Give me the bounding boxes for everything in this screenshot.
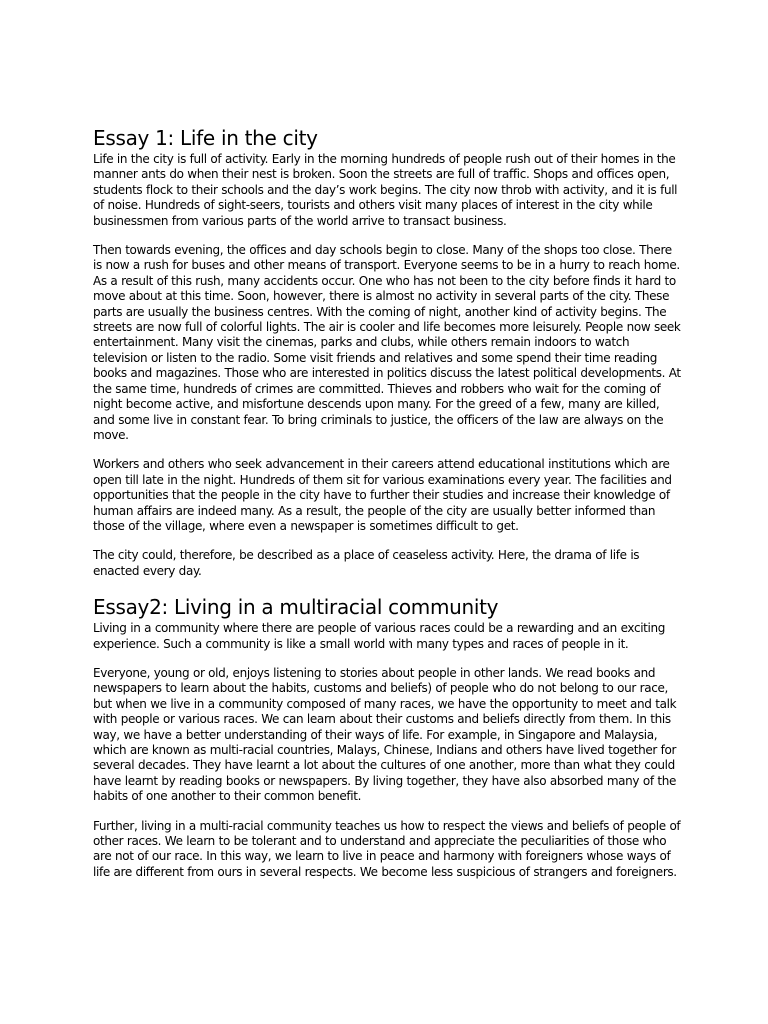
paragraph: Life in the city is full of activity. Early in the morning hundreds of people rush out of their homes in the manner ants do when their nest is broken. Soon the streets are full of traffic. Shops and offices open, students flock to their schools and the day’s work begins. The city now throb with activity, and it is full of noise. Hundreds of sight-seers, tourists and others visit many places of interest in the city while businessmen from various parts of the world arrive to transact business. [93,152,678,228]
essay-1 [93,126,683,579]
essay-2 [93,595,683,880]
paragraph: The city could, therefore, be described as a place of ceaseless activity. Here, the drama of life is enacted every day. [93,548,640,578]
paragraph: Further, living in a multi-racial community teaches us how to respect the views and beliefs of people of other races. We learn to be tolerant and to understand and appreciate the peculiarities of those who are not of our race. In this way, we learn to live in peace and harmony with foreigners whose ways of life are different from ours in several respects. We become less suspicious of strangers and foreigners. [93,818,681,879]
essay-title: Essay2: Living in a multiracial community [93,595,499,620]
document-page [93,126,683,896]
paragraph: Then towards evening, the offices and day schools begin to close. Many of the shops too close. There is now a rush for buses and other means of transport. Everyone seems to be in a hurry to reach home. As a result of this rush, many accidents occur. One who has not been to the city before finds it hard to move about at this time. Soon, however, there is almost no activity in several parts of the city. These parts are usually the business centres. With the coming of night, another kind of activity begins. The streets are now full of colorful lights. The air is cooler and life becomes more leisurely. People now seek entertainment. Many visit the cinemas, parks and clubs, while others remain indoors to watch television or listen to the radio. Some visit friends and relatives and some spend their time reading books and magazines. Those who are interested in politics discuss the latest political developments. At the same time, hundreds of crimes are committed. Thieves and robbers who wait for the coming of night become active, and misfortune descends upon many. For the greed of a few, many are killed, and some live in constant fear. To bring criminals to justice, the officers of the law are always on the move. [93,243,681,442]
paragraph: Living in a community where there are people of various races could be a rewarding and an exciting experience. Such a community is like a small world with many types and races of people in it. [93,621,666,651]
paragraph: Workers and others who seek advancement in their careers attend educational institutions which are open till late in the night. Hundreds of them sit for various examinations every year. The facilities and opportunities that the people in the city have to further their studies and increase their knowledge of human affairs are indeed many. As a result, the people of the city are usually better informed than those of the village, where even a newspaper is sometimes difficult to get. [93,457,672,533]
paragraph: Everyone, young or old, enjoys listening to stories about people in other lands. We read books and newspapers to learn about the habits, customs and beliefs) of people who do not belong to our race, but when we live in a community composed of many races, we have the opportunity to meet and talk with people or various races. We can learn about their customs and beliefs directly from them. In this way, we have a better understanding of their ways of life. For example, in Singapore and Malaysia, which are known as multi-racial countries, Malays, Chinese, Indians and others have lived together for several decades. They have learnt a lot about the cultures of one another, more than what they could have learnt by reading books or newspapers. By living together, they have also absorbed many of the habits of one another to their common benefit. [93,665,677,804]
essay-title: Essay 1: Life in the city [93,126,318,150]
